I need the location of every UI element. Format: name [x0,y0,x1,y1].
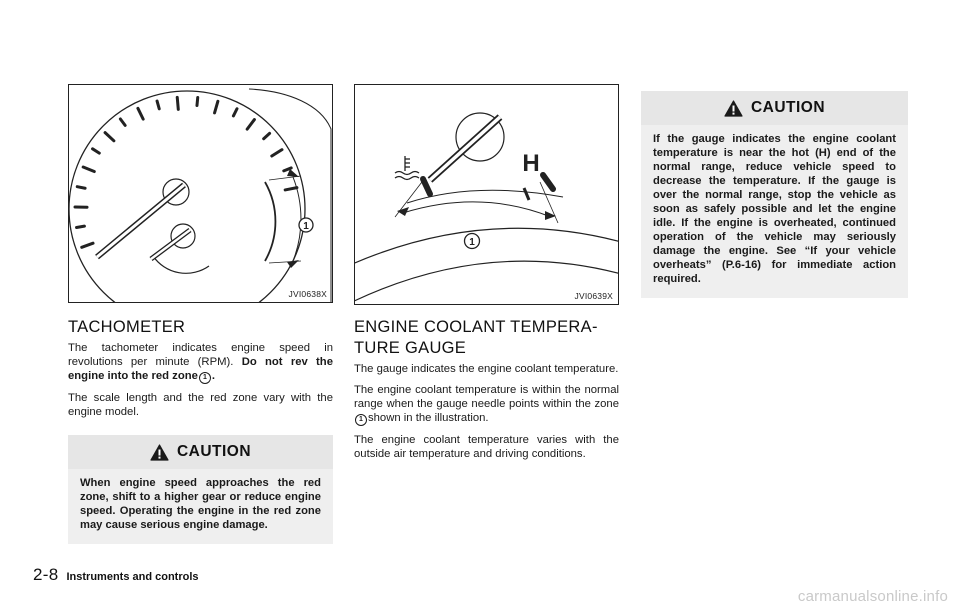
tick-mark [83,167,94,171]
tick-mark [93,149,100,153]
column-caution [641,91,908,298]
tick-mark [82,243,93,247]
warning-triangle-icon [150,444,169,461]
paragraph: The tachometer indicates engine speed in revolutions per minute (RPM). Do not rev the engine into the red zone 1 . [68,342,333,382]
tick-mark [105,133,114,141]
warning-triangle-icon [724,100,743,117]
paragraph: The engine coolant temperature is within the normal range when the gauge needle points within the zone1 shown in the illustration. [354,384,619,424]
caution-box [68,435,333,544]
section-title: Instruments and controls [66,571,199,583]
caution-header [641,91,908,125]
caution-title: CAUTION [176,443,252,460]
svg-text:1: 1 [303,221,309,232]
tick-mark [138,108,143,119]
tick-mark [247,120,254,130]
section-heading: ENGINE COOLANT TEMPERA- TURE GAUGE [354,318,598,357]
caution-text: When engine speed approaches the red zone, shift to a higher gear or reduce engine speed. Operating the engine in the red zone may cause serious engine damage. [80,477,321,531]
tick-mark [285,188,297,190]
tachometer-illustration [68,84,333,303]
tick-mark [77,187,85,189]
section-heading: TACHOMETER [68,318,186,336]
figure-id: JVI0638X [288,289,327,299]
tick-mark [157,101,159,109]
paragraph: The gauge indicates the engine coolant temperature. [354,363,619,375]
column-tachometer [68,84,333,544]
circled-number-icon: 1 [355,414,367,426]
tick-mark [120,119,125,125]
figure-id: JVI0639X [574,291,613,301]
page-number: 2-8 [33,565,59,584]
tick-mark [177,97,178,109]
caution-title: CAUTION [750,99,826,116]
tachometer-drawing [69,85,333,303]
paragraph: The scale length and the red zone vary with the engine model. [68,392,333,418]
caution-text: If the gauge indicates the engine coolant temperature is near the hot (H) end of the normal range, reduce vehicle speed to decrease the temperature. If the gauge is over the normal range, stop the vehicle as soon as safely possible and let the engine idle. If the engine is overheated, continued operation of the vehicle may seriously damage the engine. See “If your vehicle overheats” (P.6-16) for immediate action required. [653,133,896,285]
svg-text:H: H [522,150,540,177]
tick-mark [264,133,270,138]
coolant-temperature-icon [395,156,419,180]
watermark: carmanualsonline.info [797,588,948,605]
coolant-gauge-illustration [354,84,619,305]
caution-box [641,91,908,298]
tick-mark [197,98,198,106]
circled-number-icon: 1 [199,372,211,384]
page-footer [33,565,199,585]
caution-header [68,435,333,469]
paragraph: The engine coolant temperature varies with the outside air temperature and driving conditions. [354,434,619,460]
coolant-gauge-drawing [355,85,619,305]
tick-mark [77,226,85,227]
svg-text:1: 1 [469,237,475,248]
tick-mark [272,150,282,156]
column-coolant [354,84,619,461]
tick-mark [215,101,218,113]
tick-mark [233,109,237,116]
